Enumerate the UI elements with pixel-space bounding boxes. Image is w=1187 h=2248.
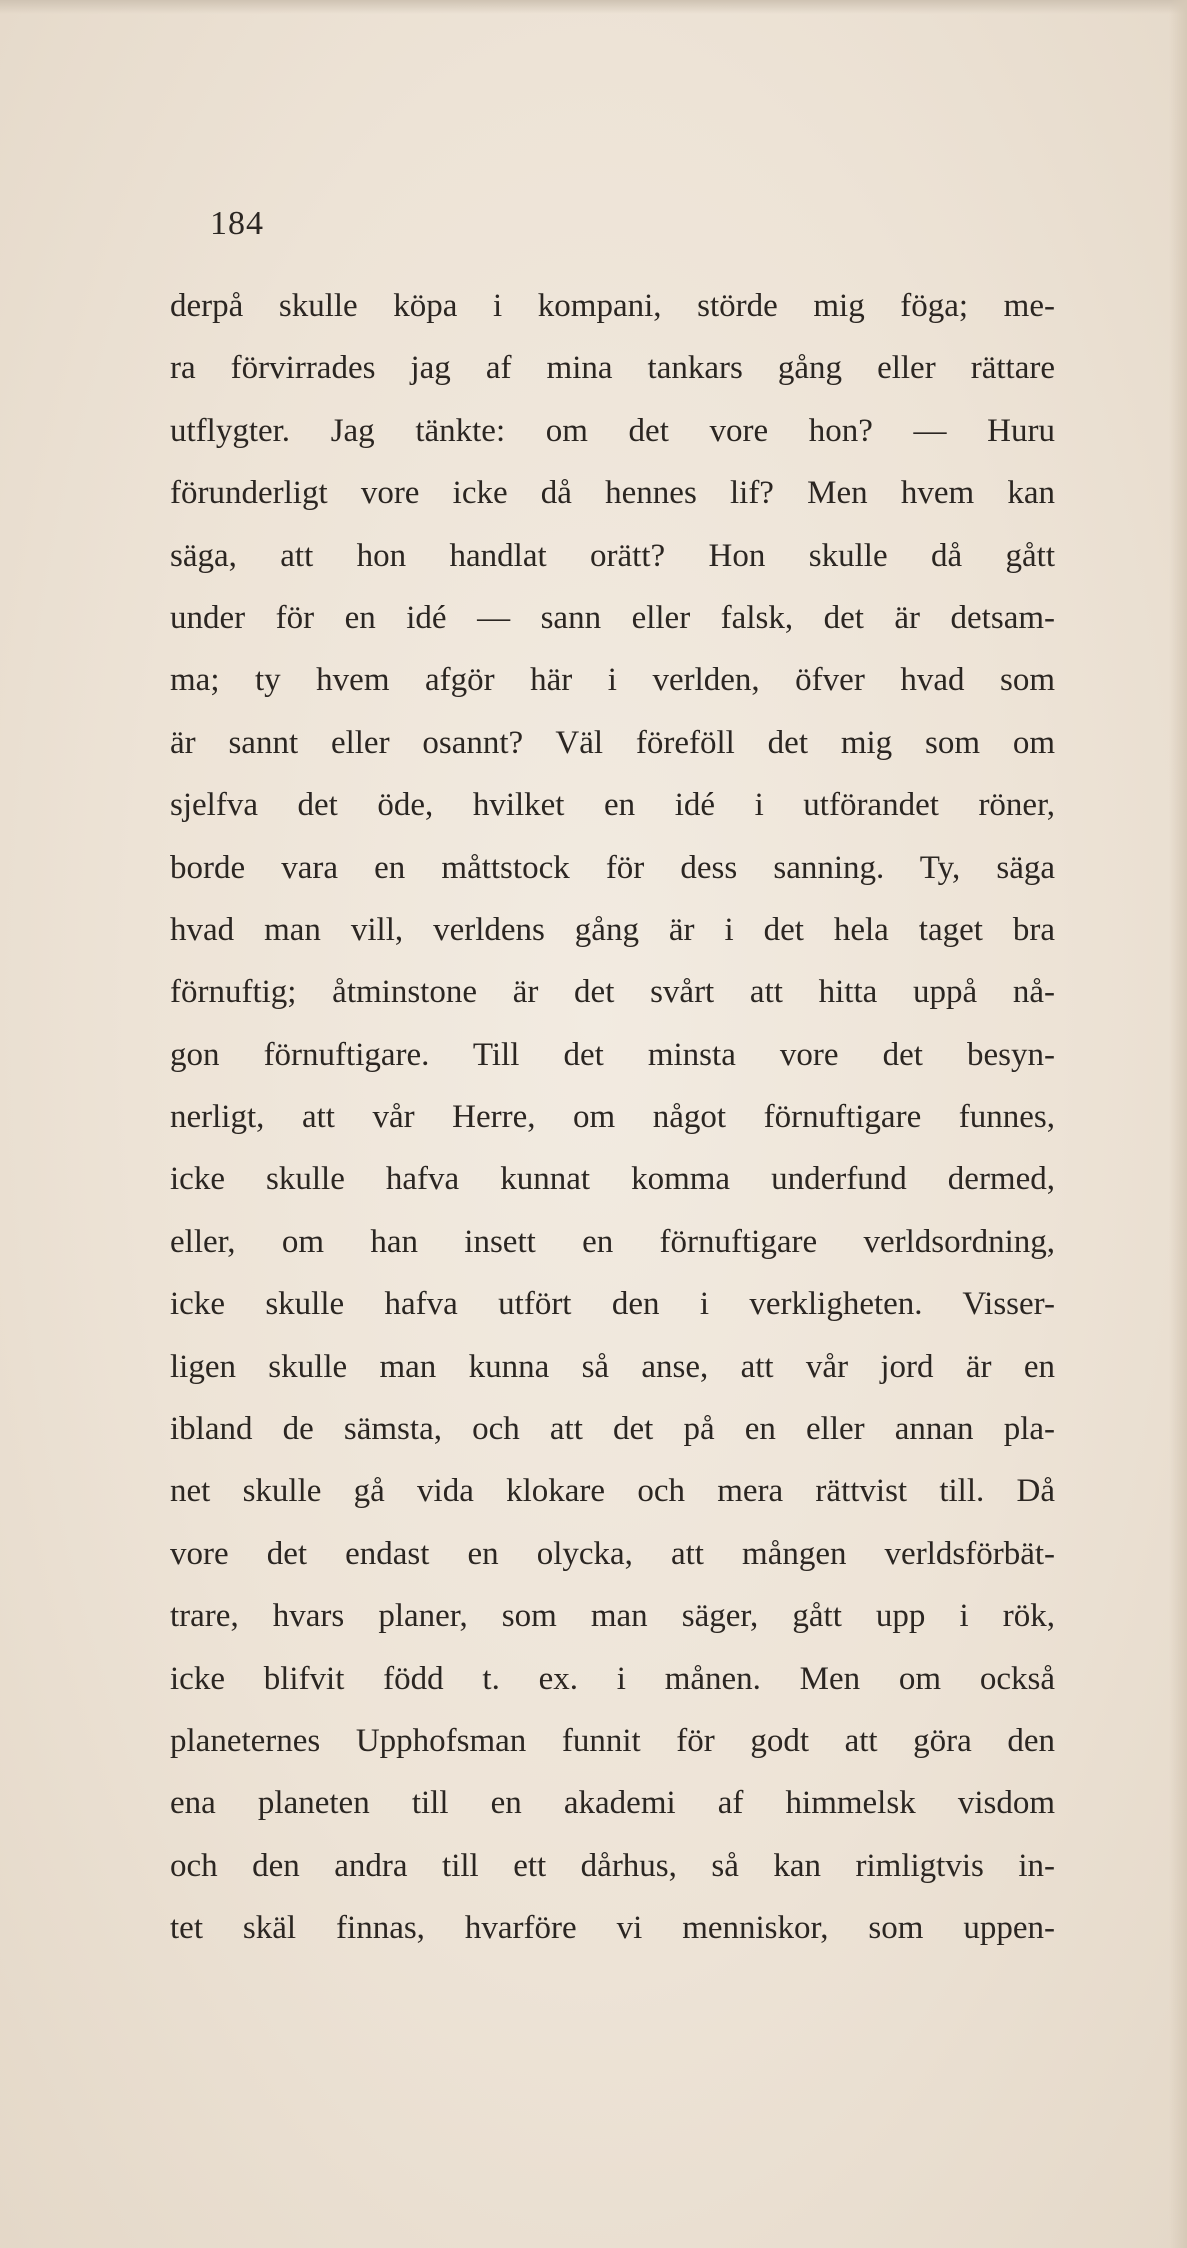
text-line: ena planeten till en akademi af himmelsk visdom: [170, 1785, 1055, 1822]
text-line: ra förvirrades jag af mina tankars gång eller rättare: [170, 350, 1055, 387]
text-line: förnuftig; åtminstone är det svårt att hitta uppå nå-: [170, 974, 1055, 1011]
text-line: icke skulle hafva kunnat komma underfund dermed,: [170, 1161, 1055, 1198]
text-line: utflygter. Jag tänkte: om det vore hon? — Huru: [170, 412, 1055, 449]
text-line: net skulle gå vida klokare och mera rättvist till. Då: [170, 1473, 1055, 1510]
text-line: ligen skulle man kunna så anse, att vår jord är en: [170, 1348, 1055, 1385]
text-line: icke skulle hafva utfört den i verkligheten. Visser-: [170, 1286, 1055, 1323]
text-line: vore det endast en olycka, att mången verldsförbät-: [170, 1535, 1055, 1572]
page-top-edge: [0, 0, 1187, 14]
text-line: och den andra till ett dårhus, så kan rimligtvis in-: [170, 1847, 1055, 1884]
text-line: nerligt, att vår Herre, om något förnuftigare funnes,: [170, 1099, 1055, 1136]
text-line: tet skäl finnas, hvarföre vi menniskor, som uppen-: [170, 1910, 1055, 1947]
text-line: icke blifvit född t. ex. i månen. Men om också: [170, 1660, 1055, 1697]
text-line: trare, hvars planer, som man säger, gått upp i rök,: [170, 1598, 1055, 1635]
body-text: [170, 275, 1055, 1960]
text-line: planeternes Upphofsman funnit för godt att göra den: [170, 1722, 1055, 1759]
page-number: 184: [210, 205, 264, 242]
text-line: ibland de sämsta, och att det på en eller annan pla-: [170, 1411, 1055, 1448]
text-line: borde vara en måttstock för dess sanning. Ty, säga: [170, 849, 1055, 886]
page-right-edge: [1169, 0, 1187, 2248]
text-line: ma; ty hvem afgör här i verlden, öfver hvad som: [170, 662, 1055, 699]
text-line: förunderligt vore icke då hennes lif? Men hvem kan: [170, 475, 1055, 512]
text-line: är sannt eller osannt? Väl föreföll det mig som om: [170, 724, 1055, 761]
text-line: säga, att hon handlat orätt? Hon skulle då gått: [170, 537, 1055, 574]
text-line: gon förnuftigare. Till det minsta vore det besyn-: [170, 1036, 1055, 1073]
text-line: sjelfva det öde, hvilket en idé i utförandet röner,: [170, 787, 1055, 824]
text-line: eller, om han insett en förnuftigare verldsordning,: [170, 1223, 1055, 1260]
text-line: hvad man vill, verldens gång är i det hela taget bra: [170, 911, 1055, 948]
text-line: derpå skulle köpa i kompani, störde mig föga; me-: [170, 288, 1055, 324]
text-line: under för en idé — sann eller falsk, det är detsam-: [170, 599, 1055, 636]
